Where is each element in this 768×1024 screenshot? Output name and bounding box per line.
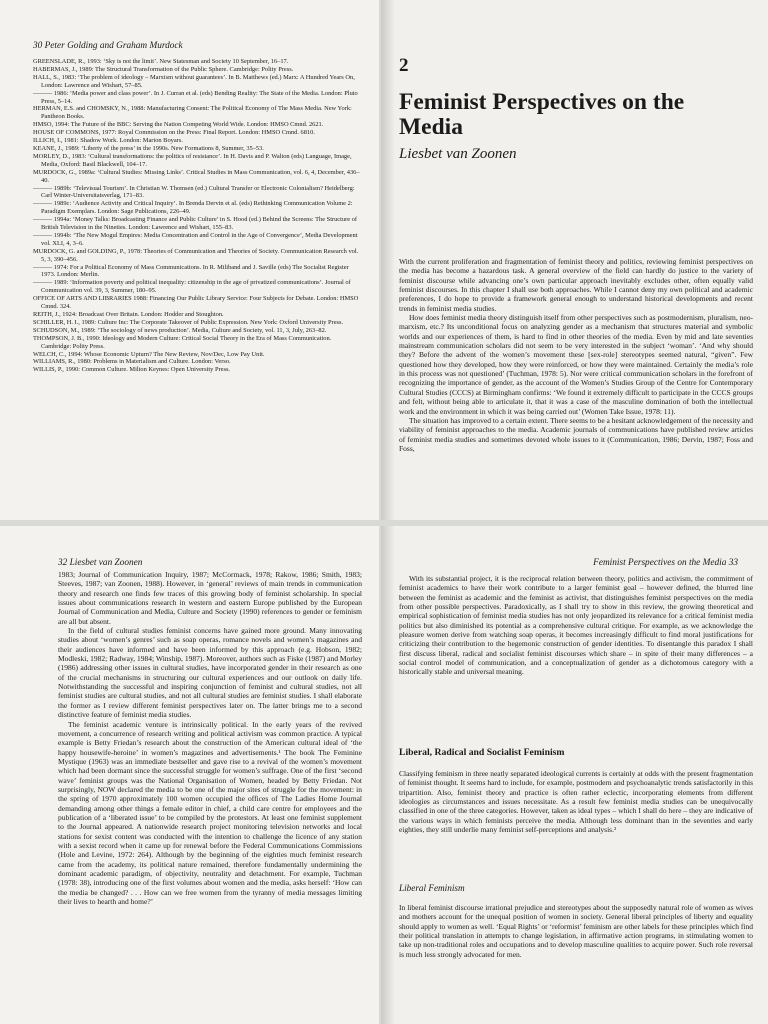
reference-entry: MURDOCK, G., 1989a: ‘Cultural Studies: Missing Links’. Critical Studies in Mass Communication, vol. 6, 4, December, 436–40.	[33, 168, 360, 184]
reference-entry: ——— 1994a: ‘Money Talks: Broadcasting Finance and Public Culture’ in S. Hood (ed.) Behind the Screens: The Structure of British Television in the Nineties. London: Lawrence and Wishart, 155–83.	[33, 216, 357, 232]
reference-entry: HALL, S., 1983: ‘The problem of ideology – Marxism without guarantees’. In B. Matthews (ed.) Marx: A Hundred Years On, London: Lawrence and Wishart, 57–85.	[33, 73, 355, 89]
paragraph: The feminist academic venture is intrinsically political. In the early years of the revived movement, a concurrence of research writing and political activism was common practice. A typical example is Betty Friedan’s research about the construction of the American cultural ideal of ‘the happy housewife-heroine’ in women’s magazines and advertisements.¹ The book The Feminine Mystique (1963) was an immediate bestseller and gave rise to a revival of the women’s movement which had been dormant since the successful struggle for women’s suffrage. One of the first ‘second wave’ feminist groups was the National Organisation of Women, headed by Betty Friedan. Not surprisingly, NOW declared the media to be one of the major sites of struggle for the movement: in the spring of 1970 approximately 100 women occupied the offices of The Ladies Home Journal demanding among other things a female editor in chief, a child care centre for employees and the publication of a ‘liberated issue’ to be compiled by the protestors. At least one feminist supplement to the Journal appeared. A nationwide research project monitoring television networks and local stations for sexist content was conducted with the intention to challenge the licence of any station with a sexist record when it came up for renewal before the Federal Communications Commissions (Hole and Levine, 1972: 264). Although by the beginning of the eighties much feminist research came from the academy, its political nature remained, therefore fundamentally undermining the dominant academic paradigm, of objectivity, neutrality and detachment. For example, Tuchman (1978: 38), introducing one of the first volumes about women and the media, asks herself: ‘How can the media be changed? . . . How can we free women from the tyranny of media messages limiting their lives to hearth and home?’	[58, 719, 362, 907]
reference-entry: WELCH, C., 1994: Whose Economic Upturn? The New Review, Nov/Dec, Low Pay Unit.	[33, 350, 265, 358]
page-30-references	[0, 0, 379, 520]
reference-entry: WILLIS, P., 1990: Common Culture. Milton Keynes: Open University Press.	[33, 366, 231, 374]
reference-entry: GREENSLADE, R., 1993: ‘Sky is not the limit’. New Statesman and Society 10 September, 16–17.	[33, 58, 289, 65]
paragraph: How does feminist media theory distinguish itself from other perspectives such as postmodernism, pluralism, neo-marxism, etc.? Its unconditional focus on analyzing gender as a mechanism that structures material and symbolic worlds and our experiences of them, is hard to find in other theories of the media. Even by mid and late seventies mainstream communication scholars did not seem to be very interested in the subject ‘woman’. ‘And why should they? Before the advent of the women’s movement these [sex-role] stereotypes seemed natural, “given”. Few questioned how they developed, how they were reinforced, or how they were maintained. Certainly the media’s role in this process was not questioned’ (Tuchman, 1978: 5). Nor were critical communication scholars in the forefront of recognizing the importance of gender, as the account of the Women’s Studies Group of the Centre for Contemporary Cultural Studies (CCCS) at Birmingham confirms: ‘We found it extremely difficult to participate in the CCCS groups and felt, without being able to articulate it, that it was a case of the masculine domination of both the intellectual work and the environment in which it was being carried out’ (Women Take Issue, 1978: 11).	[399, 313, 753, 416]
reference-entry: ILLICH, I., 1981: Shadow Work. London: Marion Boyars.	[33, 137, 183, 145]
reference-entry: SCHILLER, H. I., 1989: Culture Inc: The Corporate Takeover of Public Expression. New York: Oxford University Press.	[33, 318, 344, 326]
reference-entry: HABERMAS, J., 1989: The Structural Transformation of the Public Sphere. Cambridge: Polity Press.	[33, 65, 294, 73]
paragraph: In liberal feminist discourse irrational prejudice and stereotypes about the supposedly natural role of women as wives and mothers account for the unequal position of women in society. General liberal principles of liberty and equality should apply to women as well. ‘Equal Rights’ or ‘reformist’ feminism are other labels for these principles which find their political translation in attempts to change legislation, in affirmative action programs, in stimulating women to take up non-traditional roles and occupations and to develop masculine qualities to acquire power. Such role reversal is much less strongly advocated for men.	[399, 903, 753, 959]
reference-entry: THOMPSON, J. B., 1990: Ideology and Modern Culture: Critical Social Theory in the Era of Mass Communication. Cambridge: Polity Press.	[33, 334, 332, 350]
reference-entry: WILLIAMS, R., 1980: Problems in Materialism and Culture. London: Verso.	[33, 358, 231, 366]
reference-entry: KEANE, J., 1989: ‘Liberty of the press’ in the 1990s. New Formations 8, Summer, 35–53.	[33, 144, 264, 152]
reference-entry: ——— 1989b: ‘Televisual Tourism’. In Christian W. Thomsen (ed.) Cultural Transfer or Electronic Colonialism? Heidelberg: Carl Winter-Universitatsverlag, 171–83.	[33, 184, 355, 200]
reference-entry: MURDOCK, G. and GOLDING, P., 1978: Theories of Communication and Theories of Society. Communication Research vol. 5, 3, 390–456.	[33, 247, 359, 263]
reference-entry: ——— 1994b: ‘The New Mogul Empires: Media Concentration and Control in the Age of Convergence’, Media Development vol. XLI, 4, 3–6.	[33, 231, 358, 247]
reference-entry: OFFICE OF ARTS AND LIBRARIES 1988: Financing Our Public Library Service: Four Subjects for Debate. London: HMSO Cmnd. 324.	[33, 295, 359, 311]
subsection-body	[399, 903, 753, 959]
paragraph: With the current proliferation and fragmentation of feminist theory and politics, reviewing feminist perspectives on the media has become a hazardous task. A general overview of the field can hardly do justice to the variety of feminist discourse while advancing one’s own particular approach inevitably excludes other, often equally valid feminist discourses. In this chapter I shall use both approaches. While I cannot deny my own political and academic preferences, I do hope to provide a framework general enough to understand historical developments and recent trends in feminist media studies.	[399, 257, 753, 313]
page-32	[0, 526, 379, 1024]
page-33	[381, 526, 768, 1024]
reference-entry: SCHUDSON, M., 1989: ‘The sociology of news production’. Media, Culture and Society, vol. 11, 3, July, 263–82.	[33, 326, 327, 334]
reference-list	[33, 58, 360, 374]
chapter-author: Liesbet van Zoonen	[399, 146, 517, 162]
body-text	[399, 574, 753, 677]
paragraph: In the field of cultural studies feminist concerns have gained more ground. Many innovating studies about ‘women’s genres’ such as soap operas, romance novels and women’s magazines and their audiences have informed and have been informed by this approach (e.g. Hobson, 1982; Modleski, 1982; Radway, 1984; Winship, 1987). Moreover, authors such as Fiske (1987) and Morley (1986) addressing other issues in cultural studies, have incorporated gender in their research as one of the crucial mechanisms in structuring our cultural experiences and our outlook on daily life. Notwithstanding the successful and inspiring conjunction of feminist and cultural studies, not all feminist studies are cultural studies, and not all cultural studies are feminist studies. I shall elaborate the former as I review different feminist perspectives later on. The latter brings me to a second distinctive feature of feminist media studies.	[58, 626, 362, 720]
paragraph: Classifying feminism in three neatly separated ideological currents is certainly at odds with the present fragmentation of feminist thought. It seems hard to include, for example, postmodern and psychoanalytic trends satisfactorily in this tripartition. Also, feminist theory and practice is often rather eclectic, incorporating elements from different ideologies as circumstances and issues necessitate. As a result few feminist media studies can be unequivocally classified in one of the three categories. However, taken as ideal types – which I shall do here – they are indicative of the various ways in which feminists perceive the media. Although less dominant than in the seventies and early eighties, they still underlie many feminist self-perceptions and analysis.²	[399, 769, 753, 835]
reference-entry: REITH, J., 1924: Broadcast Over Britain. London: Hodder and Stoughton.	[33, 311, 224, 318]
reference-entry: ——— 1989c: ‘Audience Activity and Critical Inquiry’. In Brenda Dervin et al. (eds) Rethinking Communication Volume 2: Paradigm Exemplars. London: Sage Publications, 226–49.	[33, 200, 353, 216]
chapter-title: Feminist Perspectives on the Media	[399, 89, 685, 140]
body-text	[58, 570, 362, 906]
section-body	[399, 769, 753, 834]
running-head: Feminist Perspectives on the Media 33	[593, 558, 738, 568]
body-text	[399, 257, 753, 453]
page-31-chapter-opening	[381, 0, 768, 520]
paragraph: 1983; Journal of Communication Inquiry, 1987; McCormack, 1978; Rakow, 1986; Smith, 1983; Steeves, 1987; van Zoonen, 1988). However, in ‘general’ reviews of main trends in communication theory and research one finds few traces of this growing body of feminist scholarship. In special issues about communications research in western and eastern Europe published by the European Journal of Communication and Media, Culture and Society (1990) references to gender or feminism are all but absent.	[58, 570, 362, 626]
reference-entry: HOUSE OF COMMONS, 1977: Royal Commission on the Press: Final Report. London: HMSO Cmnd. 6810.	[33, 129, 315, 137]
reference-entry: HMSO, 1994: The Future of the BBC: Serving the Nation Competing World Wide. London: HMSO Cmnd. 2621.	[33, 121, 324, 129]
subsection-heading: Liberal Feminism	[399, 883, 465, 893]
chapter-number: 2	[399, 55, 409, 76]
reference-entry: ——— 1989: ‘Information poverty and political inequality: citizenship in the age of privatized communications’. Journal of Communication vol. 39, 3, Summer, 180–95.	[33, 279, 351, 295]
paragraph: The situation has improved to a certain extent. There seems to be a hesitant acknowledgement of the necessity and viability of feminist approaches to the media. Academic journals of communications have published review articles of feminist media studies and sometimes devoted whole issues to it (Communication, 1986; Dervin, 1987; Foss and Foss,	[399, 415, 753, 453]
reference-entry: MORLEY, D., 1983: ‘Cultural transformations: the politics of resistance’. In H. Davis and P. Walton (eds) Language, Image, Media, Oxford: Basil Blackwell, 104–17.	[33, 152, 352, 168]
reference-entry: ——— 1986: ‘Media power and class power’. In J. Curran et al. (eds) Bending Reality: The State of the Media. London: Pluto Press, 5–14.	[33, 89, 358, 105]
section-heading: Liberal, Radical and Socialist Feminism	[399, 747, 565, 758]
gutter-shadow	[381, 526, 395, 1024]
gutter-shadow	[381, 0, 395, 520]
running-head: 32 Liesbet van Zoonen	[58, 558, 143, 568]
reference-entry: ——— 1974: For a Political Economy of Mass Communications. In R. Miliband and J. Saville (eds) The Socialist Register 1973. London: Merlin.	[33, 263, 349, 279]
running-head: 30 Peter Golding and Graham Murdock	[33, 41, 183, 51]
paragraph: With its substantial project, it is the reciprocal relation between theory, politics and activism, the commitment of feminist academics to have their work contribute to a larger feminist goal – however defined, the blurred line between the feminist as academic and the feminist as activist, that distinguishes feminist perspectives on the media from other possible perspectives. Paradoxically, as I shall try to show in this review, the growing theoretical and empirical sophistication of feminist media studies has not only jeopardized its relevance for a critical feminist media politics but also diminished its potential as a comprehensive cultural critique. For example, as we acknowledge the pleasure women derive from watching soap operas, it becomes increasingly difficult to find moral justifications for criticizing their contribution to the hegemonic construction of gender identities. To disentangle this paradox I shall first discuss liberal, radical and socialist feminist discourses which share – in spite of their many differences – a social control model of communication, and a conceptualization of gender as a dichotomous category with a historically stable and universal meaning.	[399, 574, 753, 677]
reference-entry: HERMAN, E.S. and CHOMSKY, N., 1988: Manufacturing Consent: The Political Economy of The Mass Media. New York: Pantheon Books.	[33, 105, 352, 121]
